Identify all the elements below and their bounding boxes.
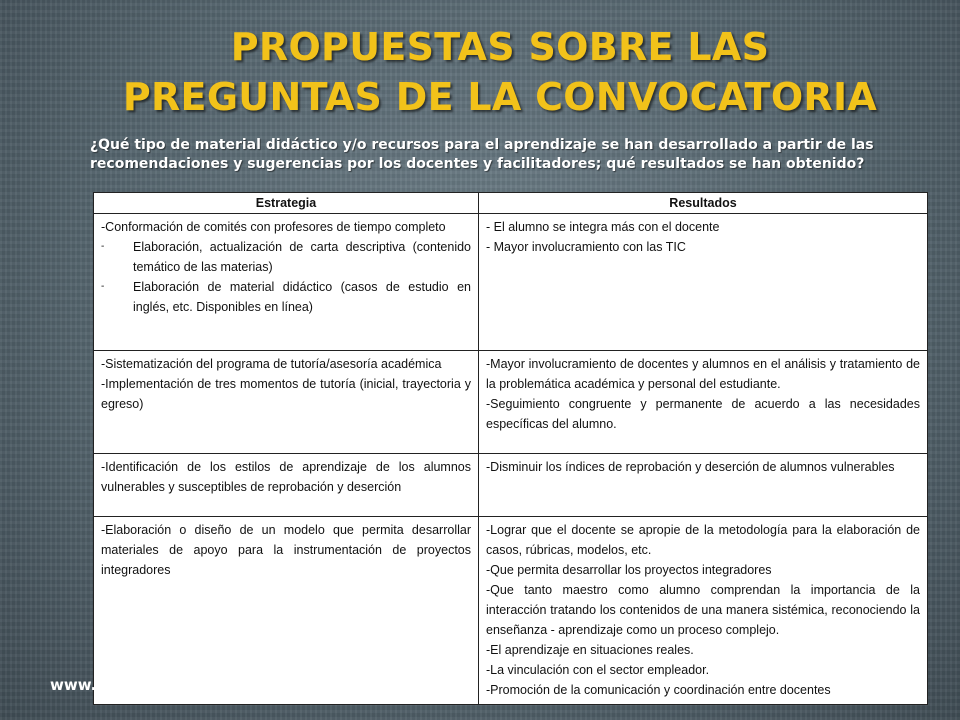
dash-bullet-icon: - bbox=[101, 241, 105, 252]
footer-url: www. bbox=[50, 676, 97, 694]
results-cell bbox=[479, 351, 928, 454]
results-cell bbox=[479, 454, 928, 517]
strategy-cell bbox=[94, 517, 479, 705]
header-resultados: Resultados bbox=[479, 193, 928, 214]
result-line: -El aprendizaje en situaciones reales. bbox=[486, 643, 694, 657]
results-cell bbox=[479, 214, 928, 351]
slide-title bbox=[60, 22, 940, 122]
result-line: -Que tanto maestro como alumno comprendan la importancia de la interacción tratando los contenidos de una manera sistémica, reconociendo la enseñanza - aprendizaje como un proceso complejo. bbox=[486, 583, 920, 637]
strategy-line: -Sistematización del programa de tutoría/asesoría académica bbox=[101, 357, 442, 371]
strategy-cell bbox=[94, 351, 479, 454]
strategy-cell bbox=[94, 214, 479, 351]
strategy-line: -Conformación de comités con profesores de tiempo completo bbox=[101, 220, 446, 234]
strategy-bullet-text: Elaboración de material didáctico (casos de estudio en inglés, etc. Disponibles en línea) bbox=[133, 280, 471, 314]
header-estrategia: Estrategia bbox=[94, 193, 479, 214]
strategy-bullet bbox=[101, 237, 471, 277]
strategy-cell bbox=[94, 454, 479, 517]
strategy-line: -Implementación de tres momentos de tutoría (inicial, trayectoria y egreso) bbox=[101, 377, 471, 411]
table-row bbox=[94, 517, 928, 705]
table-header-row bbox=[94, 193, 928, 214]
result-line: -Disminuir los índices de reprobación y deserción de alumnos vulnerables bbox=[486, 460, 895, 474]
results-cell bbox=[479, 517, 928, 705]
result-line: -Seguimiento congruente y permanente de acuerdo a las necesidades específicas del alumno. bbox=[486, 397, 920, 431]
question-text: ¿Qué tipo de material didáctico y/o recursos para el aprendizaje se han desarrollado a partir de las recomendaciones y sugerencias por los docentes y facilitadores; qué resultados se han obtenido? bbox=[90, 137, 874, 172]
result-line: -Mayor involucramiento de docentes y alumnos en el análisis y tratamiento de la problemática académica y personal del estudiante. bbox=[486, 357, 920, 391]
result-line: -Que permita desarrollar los proyectos integradores bbox=[486, 563, 772, 577]
strategy-bullet-text: Elaboración, actualización de carta descriptiva (contenido temático de las materias) bbox=[133, 240, 471, 274]
slide-title-line-1: PROPUESTAS SOBRE LAS bbox=[230, 25, 770, 69]
slide-title-line-2: PREGUNTAS DE LA CONVOCATORIA bbox=[122, 75, 878, 119]
table-row bbox=[94, 351, 928, 454]
result-line: - Mayor involucramiento con las TIC bbox=[486, 240, 686, 254]
result-line: -Promoción de la comunicación y coordinación entre docentes bbox=[486, 683, 831, 697]
result-line: -Lograr que el docente se apropie de la metodología para la elaboración de casos, rúbricas, modelos, etc. bbox=[486, 523, 920, 557]
strategy-line: -Identificación de los estilos de aprendizaje de los alumnos vulnerables y susceptibles de reprobación y deserción bbox=[101, 460, 471, 494]
table-row bbox=[94, 454, 928, 517]
strategy-results-table bbox=[93, 192, 928, 705]
table-row bbox=[94, 214, 928, 351]
result-line: - El alumno se integra más con el docente bbox=[486, 220, 720, 234]
strategy-line: -Elaboración o diseño de un modelo que permita desarrollar materiales de apoyo para la instrumentación de proyectos integradores bbox=[101, 523, 471, 577]
strategy-bullet bbox=[101, 277, 471, 317]
result-line: -La vinculación con el sector empleador. bbox=[486, 663, 710, 677]
dash-bullet-icon: - bbox=[101, 281, 105, 292]
